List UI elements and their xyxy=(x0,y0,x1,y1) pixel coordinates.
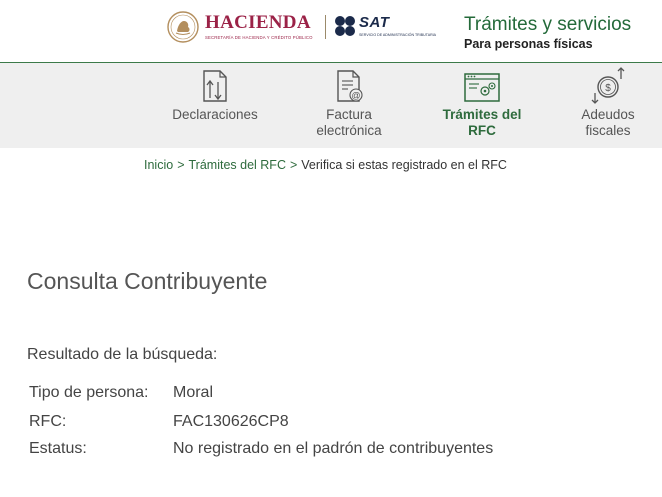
factura-electronica-icon xyxy=(334,68,364,104)
estatus-value: No registrado en el padrón de contribuyentes xyxy=(173,440,494,457)
breadcrumb-separator: > xyxy=(177,158,185,172)
breadcrumb-home-link[interactable]: Inicio xyxy=(144,158,174,172)
declaraciones-icon xyxy=(200,68,230,104)
nav-label-declaraciones: Declaraciones xyxy=(172,107,258,122)
nav-item-adeudos-fiscales[interactable] xyxy=(562,63,654,149)
sat-logo[interactable] xyxy=(334,14,444,42)
nav-item-declaraciones[interactable] xyxy=(164,63,266,149)
mexico-seal-icon xyxy=(167,11,199,43)
adeudos-fiscales-icon xyxy=(588,66,628,104)
nav-label-adeudos-line2: fiscales xyxy=(585,123,631,138)
rfc-label: RFC: xyxy=(29,413,67,430)
hacienda-logo[interactable] xyxy=(167,11,317,45)
page-title: Consulta Contribuyente xyxy=(27,268,268,294)
sat-wordmark: SAT xyxy=(359,14,390,31)
breadcrumb-section-link[interactable]: Trámites del RFC xyxy=(188,158,286,172)
tipo-persona-label: Tipo de persona: xyxy=(29,384,149,401)
nav-label-adeudos-line1: Adeudos xyxy=(581,107,635,122)
nav-item-tramites-rfc[interactable] xyxy=(432,63,532,149)
site-header xyxy=(0,0,662,62)
estatus-label: Estatus: xyxy=(29,440,87,457)
tipo-persona-value: Moral xyxy=(173,384,214,401)
rfc-value: FAC130626CP8 xyxy=(173,413,289,430)
nav-label-factura-line2: electrónica xyxy=(316,123,382,138)
breadcrumb-separator: > xyxy=(289,158,298,172)
result-label: Resultado de la búsqueda: xyxy=(27,346,218,363)
nav-label-tramites-line2: RFC xyxy=(468,123,496,138)
sat-subtitle: SERVICIO DE ADMINISTRACIÓN TRIBUTARIA xyxy=(359,33,437,37)
tramites-rfc-icon xyxy=(463,72,501,104)
nav-label-factura-line1: Factura xyxy=(326,107,372,122)
section-title[interactable]: Trámites y servicios xyxy=(464,14,632,35)
info-row-tipo-persona xyxy=(29,384,629,408)
header-divider xyxy=(325,15,326,39)
sat-dots-icon xyxy=(334,15,356,37)
section-subtitle: Para personas físicas xyxy=(464,37,593,51)
hacienda-subtitle: SECRETARÍA DE HACIENDA Y CRÉDITO PÚBLICO xyxy=(205,35,313,40)
breadcrumb-current: Verifica si estas registrado en el RFC xyxy=(301,158,507,172)
main-nav xyxy=(0,62,662,148)
info-row-rfc xyxy=(29,413,629,437)
nav-item-factura-electronica[interactable] xyxy=(301,63,397,149)
nav-label-tramites-line1: Trámites del xyxy=(442,107,522,122)
info-row-estatus xyxy=(29,440,629,464)
svg-text:$: $ xyxy=(605,83,611,94)
breadcrumb xyxy=(144,158,507,172)
hacienda-wordmark: HACIENDA xyxy=(205,12,311,33)
svg-text:@: @ xyxy=(351,90,361,101)
